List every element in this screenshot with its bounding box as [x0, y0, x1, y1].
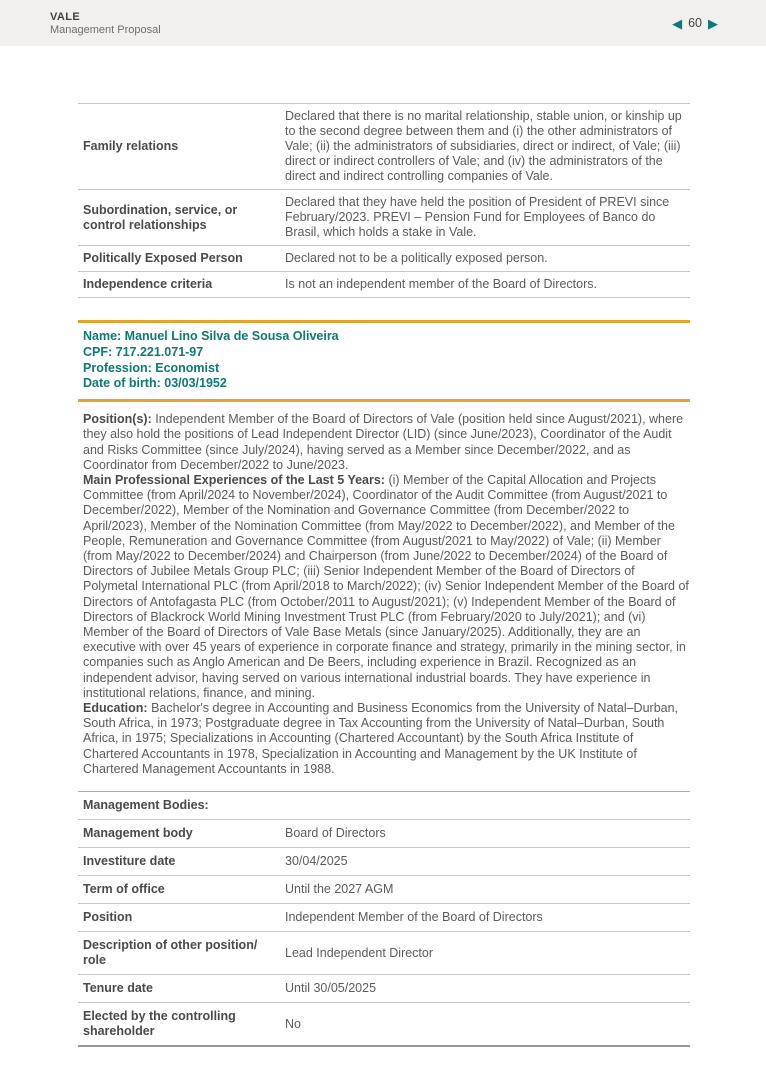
- table-row-other-position: [78, 932, 690, 975]
- row-label: Family relations: [83, 139, 179, 153]
- row-label: Investiture date: [83, 854, 176, 869]
- table-row-elected-by-controlling-shareholder: [78, 1003, 690, 1047]
- row-label: Position: [83, 910, 133, 925]
- table-row-management-body: [78, 820, 690, 848]
- page-navigator: [672, 16, 718, 30]
- page-content: [78, 103, 690, 1047]
- person-profession: Profession: Economist: [83, 360, 220, 375]
- education-label: Education:: [83, 701, 148, 716]
- row-label: Elected by the controlling shareholder: [83, 1009, 236, 1039]
- management-bodies-table: [78, 791, 690, 1047]
- row-label: Independence criteria: [83, 277, 213, 291]
- person-date-of-birth: Date of birth: 03/03/1952: [83, 376, 227, 391]
- positions-paragraph: [83, 412, 690, 473]
- table-row-tenure-date: [78, 975, 690, 1003]
- brand-block: [50, 11, 161, 36]
- table-header: Management Bodies:: [83, 798, 209, 813]
- row-value: Board of Directors: [285, 826, 386, 841]
- person-identity-card: [78, 320, 690, 402]
- row-value: Until the 2027 AGM: [285, 882, 394, 897]
- experience-paragraph: [83, 473, 690, 701]
- row-value: Is not an independent member of the Board of Directors.: [285, 277, 597, 291]
- row-label: Tenure date: [83, 981, 153, 996]
- row-value: Until 30/05/2025: [285, 981, 377, 996]
- page-number: 60: [688, 16, 702, 30]
- table-row-investiture-date: [78, 848, 690, 876]
- profile-declarations-table: [78, 103, 690, 298]
- table-row-position: [78, 904, 690, 932]
- row-value: Declared not to be a politically exposed person.: [285, 251, 548, 265]
- table-header-row: [78, 792, 690, 820]
- person-cpf: CPF: 717.221.071-97: [83, 344, 204, 359]
- row-label: Subordination, service, or control relationships: [83, 202, 238, 232]
- next-page-icon[interactable]: ▶: [708, 15, 718, 31]
- row-value: Declared that there is no marital relationship, stable union, or kinship up to the second degree between them and (i) the other administrators of Vale; (ii) the administrators of subsidiaries, direct or indirect, of Vale; (iii) direct or indirect controllers of Vale; and (iv) the administrators of the direct and indirect controlling companies of Vale.: [285, 109, 682, 183]
- brand-name: VALE: [50, 10, 81, 23]
- table-row-term-of-office: [78, 876, 690, 904]
- row-label: Politically Exposed Person: [83, 251, 243, 265]
- table-row-family-relations: [78, 104, 690, 190]
- positions-label: Position(s):: [83, 412, 152, 427]
- row-label: Management body: [83, 826, 193, 841]
- education-paragraph: [83, 701, 690, 777]
- biography-section: [78, 412, 690, 777]
- positions-text: Independent Member of the Board of Directors of Vale (position held since August/2021), where they also hold the positions of Lead Independent Director (LID) (since June/2023), Coordinator of the Audit and Risks Committee (since July/2024), having served as a Member since December/2022, and as Coordinator from December/2022 to June/2023.: [83, 412, 684, 472]
- table-row-politically-exposed: [78, 246, 690, 272]
- person-name: Name: Manuel Lino Silva de Sousa Oliveira: [83, 329, 339, 343]
- table-row-independence-criteria: [78, 272, 690, 298]
- experience-label: Main Professional Experiences of the Last 5 Years:: [83, 473, 385, 487]
- row-value: Independent Member of the Board of Directors: [285, 910, 543, 925]
- row-value: Declared that they have held the position of President of PREVI since February/2023. PREVI – Pension Fund for Employees of Banco do Brasil, which holds a stake in Vale.: [285, 195, 670, 239]
- row-label: Description of other position/ role: [83, 938, 258, 968]
- experience-text: (i) Member of the Capital Allocation and Projects Committee (from April/2024 to November/2024), Coordinator of the Audit Committee (from August/2021 to December/2022), Member of the Nomination and Governance Committee (from December/2022 to April/2023), Member of the Nomination Committee (from May/2022 to December/2022), and Member of the People, Remuneration and Governance Committee (from August/2021 to May/2022) of Vale; (ii) Member (from May/2022 to December/2024) and Chairperson (from June/2022 to December/2024) of the Board of Directors of Jubilee Metals Group PLC; (iii) Senior Independent Member of the Board of Directors of Polymetal International PLC (from April/2018 to March/2022); (iv) Senior Independent Member of the Board of Directors of Antofagasta PLC (from October/2011 to August/2021); (v) Independent Member of the Board of Directors of Blackrock World Mining Investment Trust PLC (from February/2020 to July/2021); and (vi) Member of the Board of Directors of Vale Base Metals (since January/2025). Additionally, they are an executive with over 45 years of experience in corporate finance and strategy, primarily in the mining sector, in companies such as Anglo American and De Beers, including experience in Brazil. Recognized as an independent advisor, having served on various international industrial boards. They have experience in institutional relations, finance, and mining.: [83, 473, 689, 700]
- table-row-subordination: [78, 190, 690, 246]
- education-text: Bachelor's degree in Accounting and Business Economics from the University of Natal–Durban, South Africa, in 1973; Postgraduate degree in Tax Accounting from the University of Natal–Durban, South Africa, in 1975; Specializations in Accounting (Chartered Accountant) by the South Africa Institute of Chartered Accountants in 1978, Specialization in Accounting and Management by the UK Institute of Chartered Management Accountants in 1988.: [83, 701, 679, 776]
- row-label: Term of office: [83, 882, 165, 897]
- row-value: No: [285, 1016, 301, 1031]
- document-title: Management Proposal: [50, 23, 161, 36]
- previous-page-icon[interactable]: ◀: [672, 15, 683, 31]
- row-value: 30/04/2025: [285, 854, 348, 869]
- row-value: Lead Independent Director: [285, 945, 434, 960]
- top-bar: [0, 0, 766, 46]
